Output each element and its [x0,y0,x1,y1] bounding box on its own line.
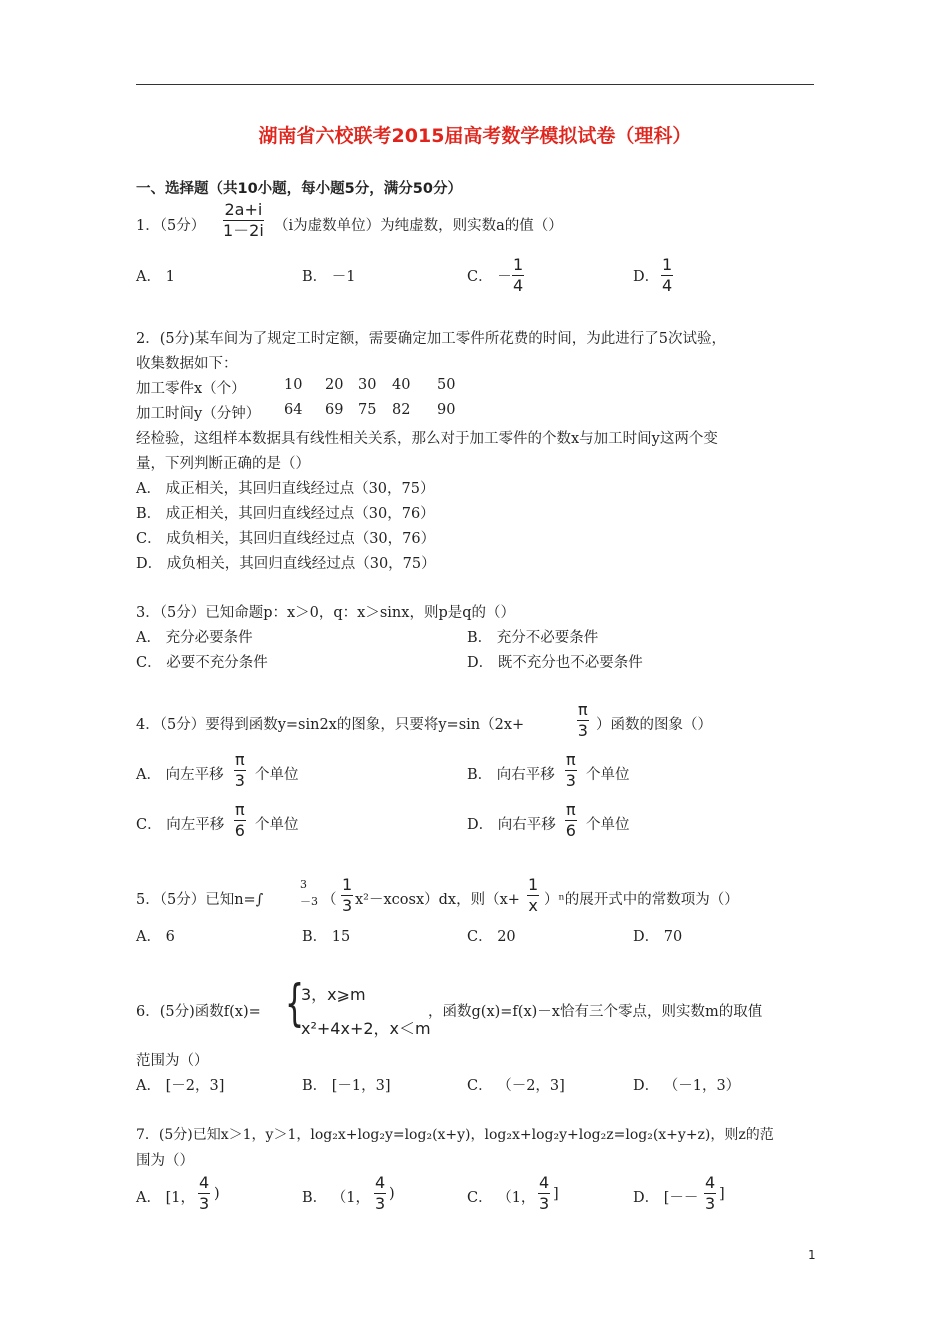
q6-option-a: A． [－2，3] [136,1078,225,1094]
q7-c-den: 3 [539,1194,550,1213]
q4-option-b-fraction [565,751,577,790]
q5-stem-start: 5．（5分）已知n=∫ [136,892,264,908]
q2-option-b: B． 成正相关，其回归直线经过点（30，76） [136,506,435,522]
q1-option-c-den: 4 [513,276,524,295]
q2-row-1-value: 40 [392,377,411,393]
page-number: 1 [808,1248,816,1262]
q5-binomial-num: 1 [528,875,539,894]
q2-row-2-value: 90 [437,402,456,418]
q4-stem-fraction [577,701,589,740]
q7-line-2: 围为（） [136,1153,194,1169]
q5-integral-lower: －3 [300,895,318,908]
q5-option-b: B． 15 [302,929,351,945]
q3-option-c: C． 必要不充分条件 [136,655,268,671]
q5-integral-upper: 3 [300,878,307,891]
q1-option-a: A． 1 [136,269,175,285]
q7-option-b-fraction [374,1174,386,1213]
q6-option-c: C． （－2，3] [467,1078,565,1094]
q5-binomial-den: x [528,896,538,915]
q5-paren: （ [322,892,337,908]
q4-option-a-unit: 个单位 [255,767,299,783]
q2-option-c: C． 成负相关，其回归直线经过点（30，76） [136,531,436,547]
q2-row-2-label: 加工时间y（分钟） [136,406,261,422]
q7-option-a-fraction [198,1174,210,1213]
q6-stem-end: ，函数g(x)=f(x)－x恰有三个零点，则实数m的取值 [428,1004,763,1020]
q4-stem-end: ）函数的图象（） [596,717,712,733]
q2-row-1-value: 20 [325,377,344,393]
q7-option-b: B． （1， [302,1190,370,1206]
q1-option-d-label: D． [633,269,660,285]
q4-option-d-den: 6 [565,821,576,840]
q4-option-d-unit: 个单位 [586,817,630,833]
q1-fraction-denominator: 1－2i [223,221,264,240]
q7-option-d-end: ] [719,1186,725,1202]
q2-line-3: 经检验，这组样本数据具有线性相关关系，那么对于加工零件的个数x与加工时间y这两个变 [136,431,718,447]
q7-b-den: 3 [375,1194,386,1213]
q2-row-1-value: 50 [437,377,456,393]
q4-option-c-unit: 个单位 [255,817,299,833]
q7-option-c: C． （1， [467,1190,536,1206]
q7-option-d-fraction [704,1174,716,1213]
q1-option-c-num: 1 [513,255,524,274]
q4-option-b: B． 向右平移 [467,767,555,783]
pi-symbol: π [578,700,588,719]
q2-option-d: D． 成负相关，其回归直线经过点（30，75） [136,556,436,572]
q1-option-d-fraction [661,256,673,295]
q2-line-2: 收集数据如下： [136,356,238,372]
q1-option-b: B． －1 [302,269,356,285]
q3-option-d: D． 既不充分也不必要条件 [467,655,643,671]
q2-row-2-value: 69 [325,402,344,418]
q4-option-d-fraction [565,801,577,840]
q2-row-2-value: 75 [358,402,377,418]
q6-stem-start: 6．(5分)函数f(x)= [136,1004,261,1020]
q7-line-1: 7．(5分)已知x＞1，y＞1，log₂x+log₂y=log₂(x+y)，log₂x+log₂y+log₂z=log₂(x+y+z)，则z的范 [136,1127,774,1143]
q7-c-num: 4 [539,1173,550,1192]
left-brace-icon: { [285,974,305,1032]
q5-stem-end: ）ⁿ的展开式中的常数项为（） [544,892,739,908]
q5-stem-middle: x²－xcosx）dx，则（x+ [355,892,520,908]
q4-option-a-fraction [234,751,246,790]
q6-option-b: B． [－1，3] [302,1078,391,1094]
q4-option-a-den: 3 [234,771,245,790]
q7-a-num: 4 [199,1173,210,1192]
q7-option-a-end: ) [214,1186,220,1202]
q7-option-c-end: ] [553,1186,559,1202]
q4-option-c-fraction [234,801,246,840]
q2-row-2-value: 82 [392,402,411,418]
q2-row-1-label: 加工零件x（个） [136,381,246,397]
q7-option-d: D． [－－ [633,1190,699,1206]
q7-option-a: A． [1， [136,1190,195,1206]
q3-option-a: A． 充分必要条件 [136,630,253,646]
pi-symbol: π [235,800,245,819]
q1-option-d-den: 4 [662,276,673,295]
q1-stem: （i为虚数单位）为纯虚数，则实数a的值（） [274,218,563,234]
q4-option-b-den: 3 [565,771,576,790]
pi-symbol: π [566,800,576,819]
q1-fraction [223,201,264,240]
q3-option-b: B． 充分不必要条件 [467,630,599,646]
q1-number: 1．（5分） [136,218,206,234]
q3-stem: 3．（5分）已知命题p：x＞0，q：x＞sinx，则p是q的（） [136,605,516,621]
section-heading: 一、选择题（共10小题，每小题5分，满分50分） [136,181,462,197]
q6-piece-2: x²+4x+2，x＜m [301,1019,431,1038]
q6-line-2: 范围为（） [136,1053,209,1069]
q4-stem-den: 3 [577,721,588,740]
q4-option-a: A． 向左平移 [136,767,224,783]
q6-piece-1: 3，x⩾m [301,985,366,1004]
q7-d-den: 3 [705,1194,716,1213]
q7-option-b-end: ) [389,1186,395,1202]
pi-symbol: π [235,750,245,769]
q1-option-d-num: 1 [662,255,673,274]
q5-option-d: D． 70 [633,929,683,945]
q1-option-c-fraction [512,256,524,295]
q4-stem-start: 4．（5分）要得到函数y=sin2x的图象，只要将y=sin（2x+ [136,717,525,733]
q5-option-c: C． 20 [467,929,516,945]
q1-option-c-label: C． － [467,269,512,285]
q2-line-4: 量，下列判断正确的是（） [136,456,310,472]
q7-a-den: 3 [199,1194,210,1213]
q2-line-1: 2．(5分)某车间为了规定工时定额，需要确定加工零件所花费的时间，为此进行了5次试验， [136,331,726,347]
q7-b-num: 4 [375,1173,386,1192]
q7-option-c-fraction [538,1174,550,1213]
q5-coef-den: 3 [342,896,353,915]
q4-option-d: D． 向右平移 [467,817,556,833]
q7-d-num: 4 [705,1173,716,1192]
header-rule [136,84,814,85]
q5-coefficient-fraction [341,876,353,915]
page-title: 湖南省六校联考2015届高考数学模拟试卷（理科） [258,125,692,147]
q2-option-a: A． 成正相关，其回归直线经过点（30，75） [136,481,435,497]
pi-symbol: π [566,750,576,769]
q5-binomial-fraction [527,876,539,915]
q5-coef-num: 1 [342,875,353,894]
q2-row-1-value: 30 [358,377,377,393]
q6-option-d: D． （－1，3） [633,1078,741,1094]
q1-fraction-numerator: 2a+i [224,200,263,219]
q5-option-a: A． 6 [136,929,175,945]
q4-option-c: C． 向左平移 [136,817,225,833]
q2-row-1-value: 10 [284,377,303,393]
q2-row-2-value: 64 [284,402,303,418]
q4-option-b-unit: 个单位 [586,767,630,783]
q4-option-c-den: 6 [234,821,245,840]
